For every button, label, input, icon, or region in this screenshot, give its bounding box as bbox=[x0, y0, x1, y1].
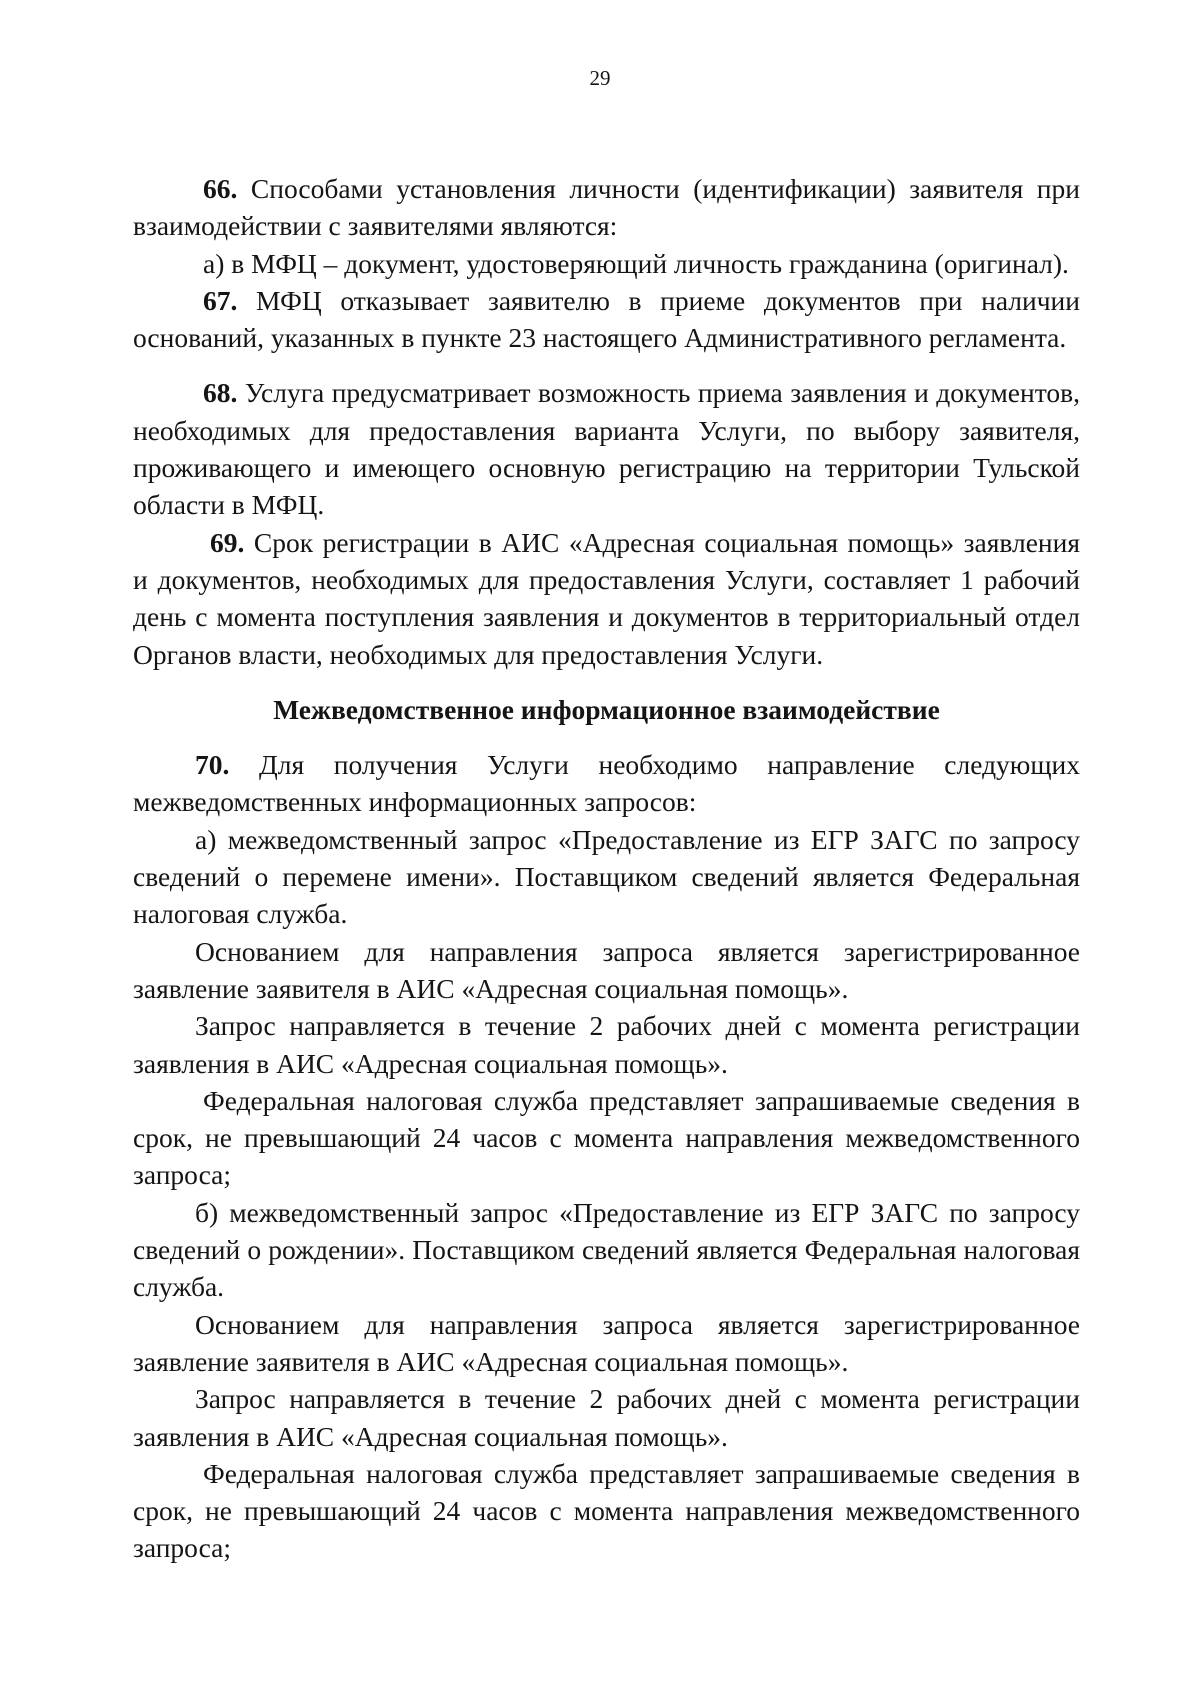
paragraph-70-b: б) межведомственный запрос «Предоставление из ЕГР ЗАГС по запросу сведений о рождении». Поставщиком сведений является Федеральная налоговая служба. bbox=[133, 1196, 1080, 1303]
paragraph-70-a: а) межведомственный запрос «Предоставление из ЕГР ЗАГС по запросу сведений о перемене имени». Поставщиком сведений является Федеральная налоговая служба. bbox=[133, 823, 1080, 930]
section-heading: Межведомственное информационное взаимодействие bbox=[273, 693, 940, 725]
document-body bbox=[133, 170, 1080, 1567]
spacer bbox=[133, 673, 1080, 691]
paragraph-67 bbox=[133, 282, 1080, 357]
paragraph-69 bbox=[133, 524, 1080, 673]
paragraph-70 bbox=[133, 746, 1080, 821]
page-number: 29 bbox=[589, 66, 611, 90]
paragraph-number: 69. bbox=[210, 526, 245, 558]
paragraph-number: 67. bbox=[203, 284, 238, 316]
paragraph-70-b-basis: Основанием для направления запроса является зарегистрированное заявление заявителя в АИС «Адресная социальная помощь». bbox=[133, 1308, 1080, 1377]
paragraph-70-a-term: Запрос направляется в течение 2 рабочих дней с момента регистрации заявления в АИС «Адресная социальная помощь». bbox=[133, 1010, 1080, 1079]
spacer bbox=[133, 728, 1080, 746]
paragraph-text: МФЦ отказывает заявителю в приеме документов при наличии оснований, указанных в пункте 23 настоящего Административного регламента. bbox=[133, 284, 1080, 354]
paragraph-66-a: а) в МФЦ – документ, удостоверяющий личность гражданина (оригинал). bbox=[203, 247, 1069, 279]
paragraph-text: Услуга предусматривает возможность приема заявления и документов, необходимых для предоставления варианта Услуги, по выбору заявителя, проживающего и имеющего основную регистрацию на территории Тульской области в МФЦ. bbox=[133, 377, 1080, 521]
paragraph-number: 70. bbox=[195, 749, 230, 781]
paragraph-number: 66. bbox=[203, 173, 238, 204]
paragraph-66 bbox=[133, 170, 1080, 245]
paragraph-text: Срок регистрации в АИС «Адресная социальная помощь» заявления и документов, необходимых для предоставления Услуги, составляет 1 рабочий день с момента поступления заявления и документов в территориальный отдел Органов власти, необходимых для предоставления Услуги. bbox=[133, 526, 1080, 670]
paragraph-text: Способами установления личности (идентификации) заявителя при взаимодействии с заявителями являются: bbox=[133, 173, 1080, 242]
paragraph-68 bbox=[133, 374, 1080, 523]
paragraph-text: Для получения Услуги необходимо направление следующих межведомственных информационных запросов: bbox=[133, 749, 1080, 818]
paragraph-70-a-fns: Федеральная налоговая служба представляет запрашиваемые сведения в срок, не превышающий 24 часов с момента направления межведомственного запроса; bbox=[133, 1084, 1080, 1191]
paragraph-70-b-fns: Федеральная налоговая служба представляет запрашиваемые сведения в срок, не превышающий 24 часов с момента направления межведомственного запроса; bbox=[133, 1457, 1080, 1564]
spacer bbox=[133, 356, 1080, 374]
paragraph-70-a-basis: Основанием для направления запроса является зарегистрированное заявление заявителя в АИС «Адресная социальная помощь». bbox=[133, 935, 1080, 1004]
paragraph-number: 68. bbox=[203, 377, 238, 409]
paragraph-70-b-term: Запрос направляется в течение 2 рабочих дней с момента регистрации заявления в АИС «Адресная социальная помощь». bbox=[133, 1383, 1080, 1452]
